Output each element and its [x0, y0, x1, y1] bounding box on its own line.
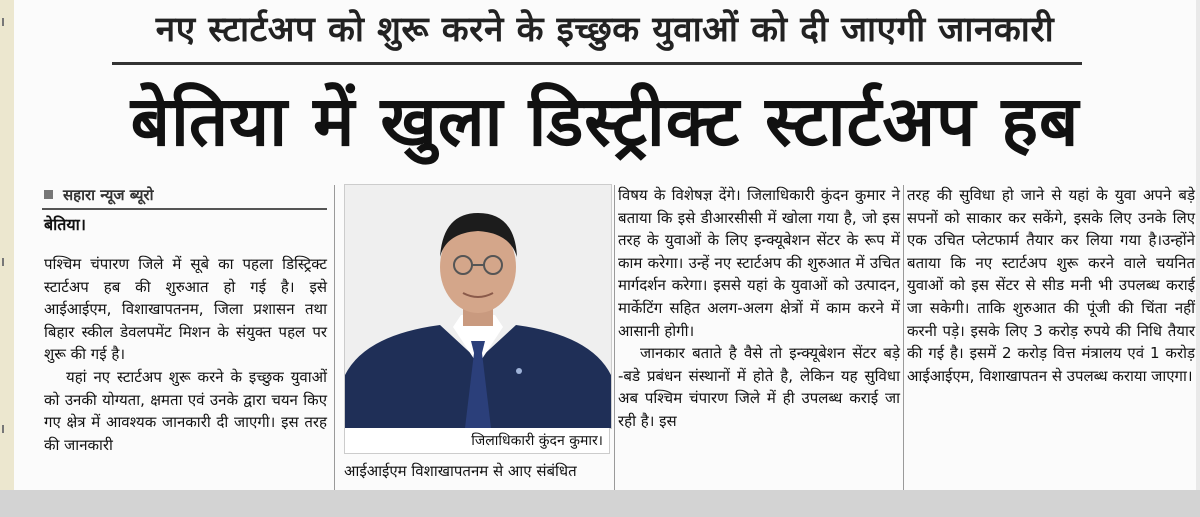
portrait-photo [344, 184, 612, 429]
article-column-3 [618, 184, 900, 433]
kicker-rule [112, 62, 1082, 65]
newspaper-clipping [14, 0, 1196, 490]
paragraph: जानकार बताते है वैसे तो इन्क्यूबेशन सेंटर बड़े -बडे प्रबंधन संस्थानों में होते है, लेकिन यह सुविधा अब पश्चिम चंपारण जिले में ही उपलब्ध कराई जा रही है। इस [618, 344, 900, 430]
edge-mark [2, 258, 4, 266]
article-column-2: आईआईएम विशाखापतनम से आए संबंधित [344, 462, 577, 480]
byline [44, 184, 153, 206]
paragraph: तरह की सुविधा हो जाने से यहां के युवा अपने बड़े सपनों को साकार कर सकेंगे, इसके लिए उनके लिए एक उचित प्लेटफार्म तैयार कर लिया गया है।उन्होंने बताया कि नए स्टार्टअप शुरू करने वाले चयनित युवाओं को इस सेंटर से सीड मनी भी उपलब्ध कराई जा सकेगी। ताकि शुरुआत की पूंजी की चिंता नहीं करनी पड़े। इसके लिए 3 करोड़ रुपये की निधि तैयार की गई है। इसमें 2 करोड़ वित्त मंत्रालय एवं 1 करोड़ आईआईएम, विशाखापतन से उपलब्ध कराया जाएगा। [907, 186, 1195, 385]
viewer-bottom-bar [0, 490, 1200, 517]
portrait-photo-icon [345, 185, 611, 428]
edge-mark [2, 18, 4, 26]
adjacent-page-edge [0, 0, 14, 490]
column-divider [334, 185, 335, 490]
paragraph: यहां नए स्टार्टअप शुरू करने के इच्छुक युवाओं को उनकी योग्यता, क्षमता एवं उनके द्वारा चयन किए गए क्षेत्र में आवश्यक जानकारी दी जाएगी। इस तरह की जानकारी [44, 367, 327, 454]
byline-rule [42, 208, 327, 210]
paragraph: पश्चिम चंपारण जिले में सूबे का पहला डिस्ट्रिक्ट स्टार्टअप हब की शुरुआत हो गई है। इसे आईआईएम, विशाखापतनम, जिला प्रशासन तथा बिहार स्कील डेवलपमेंट मिशन के संयुक्त पहल पर शुरू की गई है। [44, 255, 327, 364]
article-column-1 [44, 253, 327, 456]
kicker-headline: नए स्टार्टअप को शुरू करने के इच्छुक युवाओं को दी जाएगी जानकारी [155, 10, 1055, 50]
square-bullet-icon [44, 190, 53, 199]
byline-text: सहारा न्यूज ब्यूरो [63, 186, 154, 204]
edge-mark [2, 425, 4, 433]
main-headline: बेतिया में खुला डिस्ट्रीक्ट स्टार्टअप हब [130, 82, 1080, 162]
column-divider [614, 185, 615, 490]
photo-caption: जिलाधिकारी कुंदन कुमार। [344, 428, 610, 454]
paragraph: विषय के विशेषज्ञ देंगे। जिलाधिकारी कुंदन कुमार ने बताया कि इसे डीआरसीसी में खोला गया है, जो इस तरह के युवाओं के लिए इन्क्यूबेशन सेंटर के रूप में काम करेगा। उन्हें नए स्टार्टअप की शुरुआत में उचित मार्गदर्शन करेगा। इससे यहां के युवाओं को उत्पादन, मार्केटिंग सहित अलग-अलग क्षेत्रों में काम करने में आसानी होगी। [618, 186, 900, 340]
dateline: बेतिया। [44, 215, 86, 234]
article-column-4 [907, 184, 1195, 387]
column-divider [903, 185, 904, 490]
